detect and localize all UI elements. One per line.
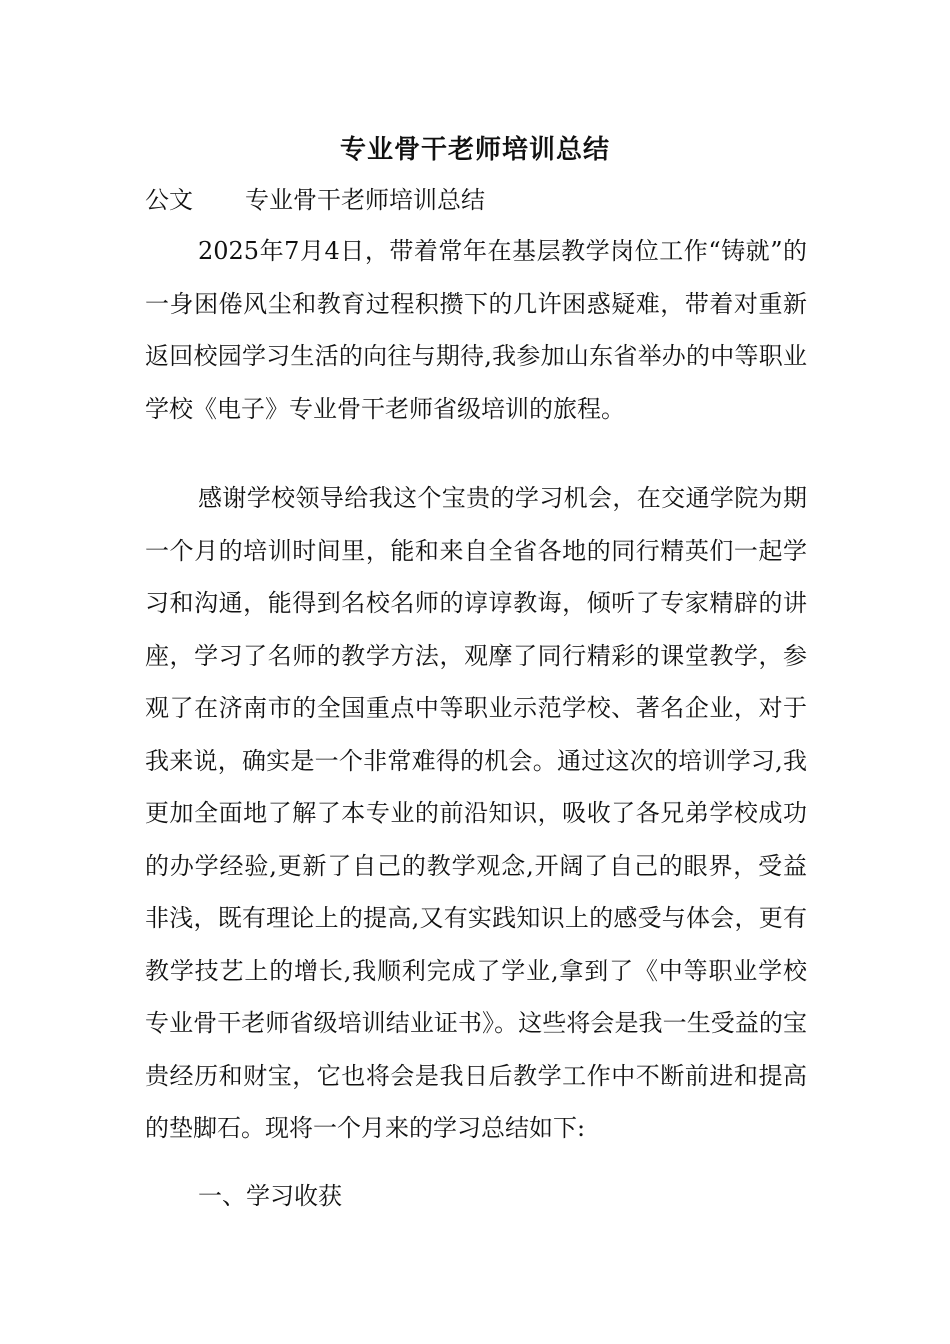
body-paragraph: 2025年7月4日，带着常年在基层教学岗位工作“铸就”的一身困倦风尘和教育过程积攒下的几许困惑疑难，带着对重新返回校园学习生活的向往与期待,我参加山东省举办的中等职业学校《电子》专业骨干老师省级培训的旅程。	[145, 237, 807, 423]
meta-category: 公文	[145, 186, 193, 214]
body-paragraph: 感谢学校领导给我这个宝贵的学习机会，在交通学院为期一个月的培训时间里，能和来自全省各地的同行精英们一起学习和沟通，能得到名校名师的谆谆教诲，倾听了专家精辟的讲座，学习了名师的教学方法，观摩了同行精彩的课堂教学，参观了在济南市的全国重点中等职业示范学校、著名企业，对于我来说，确实是一个非常难得的机会。通过这次的培训学习,我更加全面地了解了本专业的前沿知识，吸收了各兄弟学校成功的办学经验,更新了自己的教学观念,开阔了自己的眼界，受益非浅，既有理论上的提高,又有实践知识上的感受与体会，更有教学技艺上的增长,我顺利完成了学业,拿到了《中等职业学校专业骨干老师省级培训结业证书》。这些将会是我一生受益的宝贵经历和财宝，它也将会是我日后教学工作中不断前进和提高的垫脚石。现将一个月来的学习总结如下:	[145, 484, 807, 1142]
meta-subject: 专业骨干老师培训总结	[245, 186, 485, 214]
document-meta-line	[145, 180, 485, 220]
document-title: 专业骨干老师培训总结	[339, 135, 610, 165]
section-heading: 一、学习收获	[198, 1182, 342, 1210]
